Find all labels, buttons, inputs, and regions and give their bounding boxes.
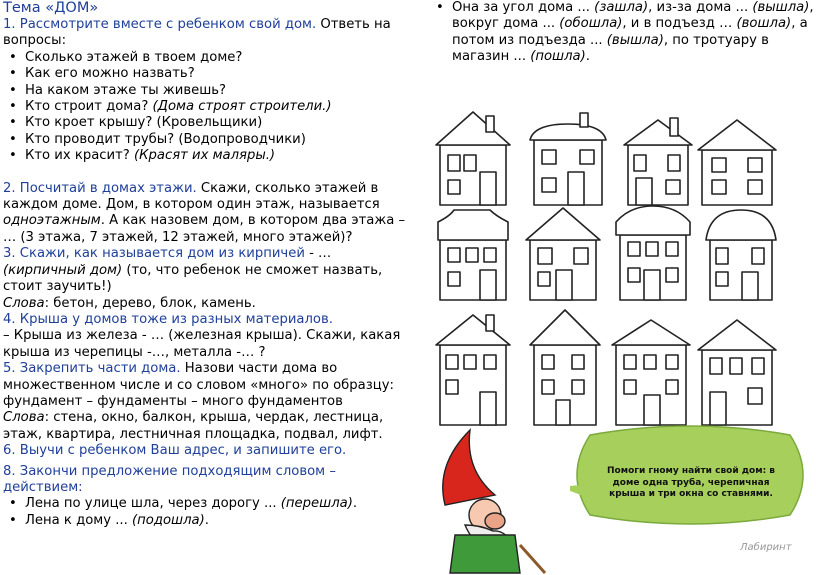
house-2	[530, 113, 606, 205]
list-item	[25, 148, 408, 164]
list-item	[25, 83, 408, 99]
house-9	[436, 315, 510, 425]
section-1-heading: 1. Рассмотрите вместе с ребенком свой дом.	[3, 17, 317, 32]
house-12	[698, 320, 776, 425]
list-item	[25, 50, 408, 66]
list-item	[25, 99, 408, 115]
words-label: Слова	[3, 410, 45, 426]
list-item-text: Кто проводит трубы? (Водопроводчики)	[25, 131, 306, 147]
section-3-text-end: (то, что ребенок не сможет назвать, стоит заучить!)	[3, 262, 383, 295]
section-8-heading: 8. Закончи предложение подходящим словом – действием:	[3, 463, 336, 495]
list-item	[25, 132, 408, 148]
list-item-text: На каком этаже ты живешь?	[25, 82, 227, 98]
house-7	[616, 206, 690, 300]
house-6	[526, 208, 600, 300]
section-3-words	[3, 296, 408, 312]
list-item-text: Кто их красит?	[25, 148, 134, 164]
section-3-text: - …	[304, 246, 332, 262]
section-3-heading: 3. Скажи, как называется дом из кирпичей	[3, 246, 305, 262]
house-4	[698, 120, 776, 205]
section-2	[3, 181, 408, 247]
list-item-end: .	[204, 512, 209, 528]
section-3-emphasis: (кирпичный дом)	[3, 262, 123, 278]
words-list: : бетон, дерево, блок, камень.	[44, 295, 256, 311]
house-10	[530, 310, 600, 425]
list-item-answer: (подошла)	[131, 512, 205, 528]
right-column	[430, 0, 815, 553]
left-column	[3, 0, 408, 529]
page-title: Тема «ДОМ»	[3, 0, 99, 16]
section-5-text: Назови части дома во множественном числе и со словом «много» по образцу: фундамент – фундаменты – много фундаментов	[3, 361, 394, 409]
story-item: • Она за угол дома ... (зашла), из-за дома ... (вышла), вокруг дома ... (обошла), и в подъезд … (вошла), а потом из подъезда ... (вышла), по тротуару в магазин ... (пошла).	[452, 0, 815, 66]
labirint-logo: Лабиринт	[740, 542, 792, 553]
list-item	[25, 115, 408, 131]
list-item-answer: (Красят их маляры.)	[133, 148, 276, 164]
list-item-text: Сколько этажей в твоем доме?	[25, 49, 243, 65]
house-5	[438, 210, 508, 300]
list-item-text: Кто кроет крышу? (Кровельщики)	[25, 115, 263, 131]
list-item-end: .	[352, 496, 358, 512]
section-6-heading: 6. Выучи с ребенком Ваш адрес, и запишите его.	[3, 443, 347, 459]
section-2-heading: 2. Посчитай в домах этажи.	[3, 180, 197, 196]
story-list	[430, 0, 815, 66]
section-1-text: Ответь на вопросы:	[3, 17, 391, 49]
section-2-text: Скажи, сколько этажей в каждом доме. Дом, в котором один этаж, называется	[3, 180, 380, 213]
section-3	[3, 246, 408, 295]
list-item	[25, 513, 408, 529]
section-5-words	[3, 410, 408, 443]
section-5-heading: 5. Закрепить части дома.	[3, 361, 181, 377]
words-label: Слова	[3, 295, 45, 311]
section-1	[3, 17, 408, 50]
section-5	[3, 361, 408, 410]
bubble-text: Помоги гному найти свой дом: в доме одна труба, черепичная крыша и три окна со ставнями.	[607, 466, 775, 499]
list-item-text: Кто строит дома?	[25, 99, 153, 115]
list-item	[25, 496, 408, 512]
houses-illustration	[430, 110, 810, 430]
section-1-list	[3, 50, 408, 165]
list-item-text: Как его можно назвать?	[25, 66, 195, 82]
section-4-heading: 4. Крыша у домов тоже из разных материалов.	[3, 311, 333, 327]
list-item-text: Лена по улице шла, через дорогу ...	[25, 496, 281, 512]
house-8	[706, 210, 776, 300]
house-1	[436, 112, 510, 205]
list-item-answer: (перешла)	[280, 496, 353, 512]
words-list: : стена, окно, балкон, крыша, чердак, лестница, этаж, квартира, лестничная площадка, подвал, лифт.	[3, 410, 384, 442]
section-2-emphasis: одноэтажным	[3, 213, 101, 229]
section-2-text-end: . А как назовем дом, в котором два этажа – … (3 этажа, 7 этажей, 12 этажей, много этажей)?	[3, 213, 406, 245]
list-item	[25, 66, 408, 82]
list-item-answer: (Дома строят строители.)	[152, 99, 332, 115]
section-4-text: – Крыша из железа - … (железная крыша). Скажи, какая крыша из черепицы -…, металла -… ?	[3, 328, 401, 360]
gnome-illustration	[425, 425, 560, 575]
list-item-text: Лена к дому ...	[25, 512, 132, 528]
house-11	[612, 320, 690, 425]
house-3	[624, 118, 692, 205]
section-8-list	[3, 496, 408, 529]
